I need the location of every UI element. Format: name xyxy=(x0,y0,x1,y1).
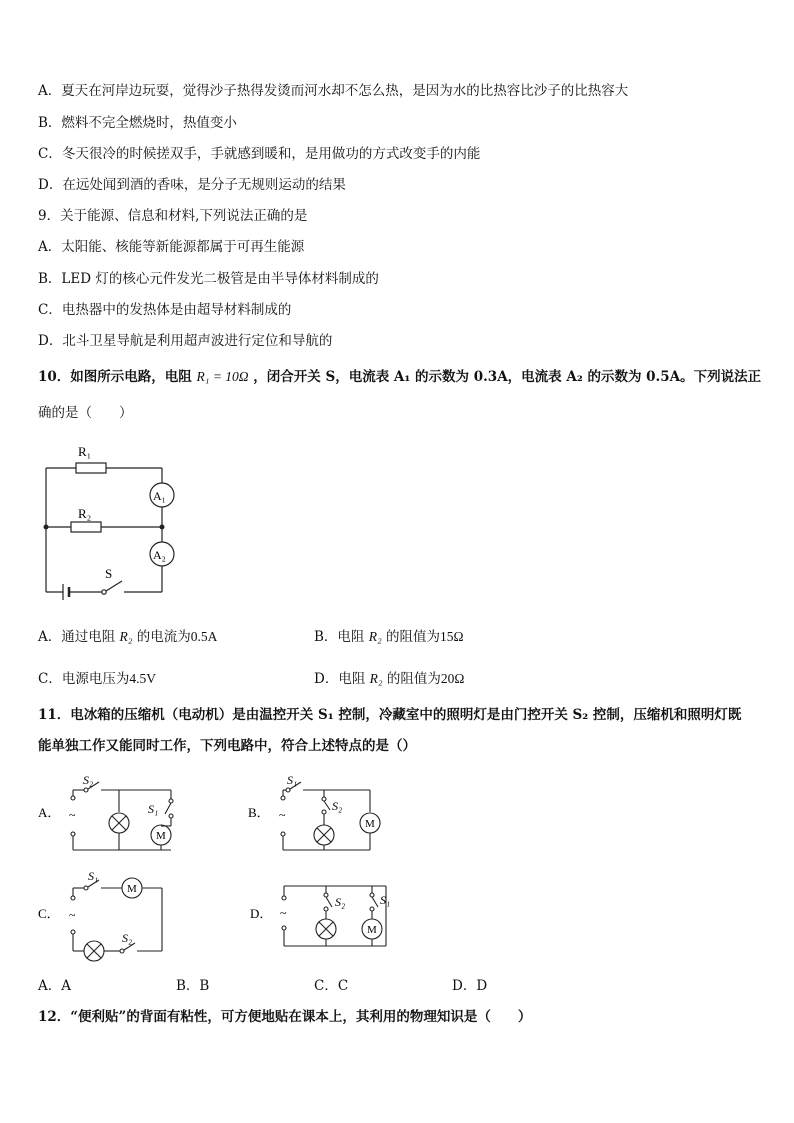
q11-circuit-a-label: A． xyxy=(38,805,61,820)
q10-b-var: R₂ xyxy=(368,629,382,644)
q10-option-b xyxy=(314,628,464,646)
q10-d-var: R₂ xyxy=(369,671,383,686)
q10-option-c xyxy=(38,670,156,688)
q11-answer-b: B．B xyxy=(176,978,210,994)
q11-stem-line2: 能单独工作又能同时工作，下列电路中，符合上述特点的是（） xyxy=(38,738,416,754)
q10-stem-line1 xyxy=(38,368,761,386)
q11-circuit-c xyxy=(36,866,186,966)
q9-stem: 9．关于能源、信息和材料,下列说法正确的是 xyxy=(38,208,308,224)
q11-d-switch-lamp: S₂ xyxy=(335,895,346,909)
q9-option-d: D．北斗卫星导航是利用超声波进行定位和导航的 xyxy=(38,333,333,349)
q10-option-a xyxy=(38,628,217,646)
q11-answer-a: A．A xyxy=(38,978,71,994)
q11-circuit-b xyxy=(246,772,396,862)
q11-b-switch-top: S₁ xyxy=(287,773,298,787)
q10-b-value: 15Ω xyxy=(439,629,464,644)
q10-d-mid: 的阻值为 xyxy=(386,671,441,687)
q10-circuit-diagram xyxy=(36,440,186,610)
q11-c-motor: M xyxy=(127,883,137,895)
q11-d-motor: M xyxy=(367,924,377,936)
q11-circuit-b-label: B． xyxy=(248,805,270,820)
q11-stem-line1: 11．电冰箱的压缩机（电动机）是由温控开关 S₁ 控制，冷藏室中的照明灯是由门控开关 S₂ 控制，压缩机和照明灯既 xyxy=(38,707,742,723)
r1-label: R₁ xyxy=(78,444,92,459)
q8-option-b: B．燃料不完全燃烧时，热值变小 xyxy=(38,115,237,131)
switch-s-label: S xyxy=(105,566,113,581)
q12-stem: 12．“便利贴”的背面有粘性，可方便地贴在课本上，其利用的物理知识是（ ） xyxy=(38,1009,532,1025)
q9-option-c: C．电热器中的发热体是由超导材料制成的 xyxy=(38,302,292,318)
q10-b-mid: 的阻值为 xyxy=(385,629,440,645)
q9-option-b: B．LED 灯的核心元件发光二极管是由半导体材料制成的 xyxy=(38,271,379,287)
q11-b-tilde: ~ xyxy=(279,808,286,822)
q11-circuit-d-label: D． xyxy=(250,906,273,921)
q10-a-mid: 的电流为 xyxy=(136,629,191,645)
q10-option-d xyxy=(314,670,464,688)
q11-answer-c: C．C xyxy=(314,978,349,994)
q10-stem-part1: 10．如图所示电路，电阻 xyxy=(38,369,192,385)
q10-c-value: 4.5V xyxy=(129,671,156,686)
ammeter-a1-label: A₁ xyxy=(153,489,166,503)
q10-r1-expression: R₁ = 10Ω xyxy=(196,369,249,384)
q11-b-motor: M xyxy=(365,818,375,830)
q10-stem-line2: 确的是（ ） xyxy=(38,405,133,421)
r2-label: R₂ xyxy=(78,506,92,521)
q11-circuit-a xyxy=(36,772,186,862)
q8-option-d: D．在远处闻到酒的香味，是分子无规则运动的结果 xyxy=(38,177,346,193)
q11-a-switch-top: S₂ xyxy=(83,773,94,787)
q8-option-a: A．夏天在河岸边玩耍，觉得沙子热得发烫而河水却不怎么热，是因为水的比热容比沙子的比热容大 xyxy=(38,83,629,99)
q10-b-text: B．电阻 xyxy=(314,629,365,645)
q11-d-tilde: ~ xyxy=(280,906,287,920)
q10-d-value: 20Ω xyxy=(440,671,465,686)
q11-c-switch-top: S₁ xyxy=(88,869,99,883)
ammeter-a2-label: A₂ xyxy=(153,548,166,562)
q11-d-switch-motor: S₁ xyxy=(380,893,391,907)
q10-stem-part2: ，闭合开关 S，电流表 A₁ 的示数为 0.3A，电流表 A₂ 的示数为 0.5A。下列说法正 xyxy=(253,369,762,385)
q11-answer-d: D．D xyxy=(452,978,488,994)
q10-a-value: 0.5A xyxy=(190,629,218,644)
q10-c-text: C．电源电压为 xyxy=(38,671,130,687)
q11-circuit-c-label: C． xyxy=(38,906,60,921)
q11-b-switch-side: S₂ xyxy=(332,799,343,813)
q11-c-switch-side: S₂ xyxy=(122,931,133,945)
q11-circuit-d xyxy=(246,866,406,966)
q8-option-c: C．冬天很冷的时候搓双手，手就感到暖和，是用做功的方式改变手的内能 xyxy=(38,146,481,162)
q10-d-text: D．电阻 xyxy=(314,671,366,687)
q10-a-text: A．通过电阻 xyxy=(38,629,116,645)
q11-a-motor: M xyxy=(156,830,166,842)
q11-a-tilde: ~ xyxy=(69,808,76,822)
q10-a-var: R₂ xyxy=(119,629,133,644)
q9-option-a: A．太阳能、核能等新能源都属于可再生能源 xyxy=(38,239,305,255)
q11-c-tilde: ~ xyxy=(69,908,76,922)
q11-a-switch-side: S₁ xyxy=(148,802,159,816)
